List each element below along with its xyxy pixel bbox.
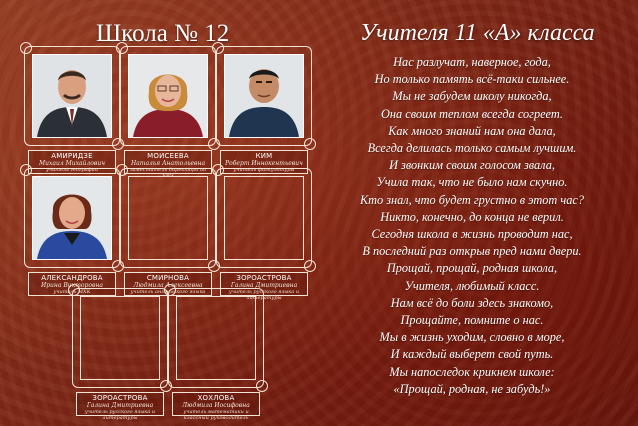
teacher-role: учитель МХК — [53, 289, 91, 295]
poem-line: И звонким своим голосом звала, — [389, 158, 555, 173]
teacher-surname: КИМ — [255, 152, 273, 160]
teacher-role: учитель русского языка и литературы — [228, 289, 300, 301]
poem-line: Прощайте, помните о нас. — [400, 313, 544, 328]
teacher-surname: ЗОРОАСТРОВА — [236, 274, 292, 282]
poem-line: Мы напоследок крикнем школе: — [389, 364, 555, 379]
class-title: Учителя 11 «А» класса — [360, 20, 595, 46]
poem-line: Нам всё до боли здесь знакомо, — [390, 295, 554, 310]
poem-line: Кто знал, что будет грустно в этот час? — [359, 192, 585, 207]
teacher-role: учитель русского языка и литературы — [84, 409, 156, 421]
teacher-name: Роберт Иннокентьевич — [225, 160, 303, 167]
empty-photo-placeholder — [176, 296, 256, 380]
man-portrait-icon — [224, 54, 304, 138]
empty-photo-placeholder — [224, 176, 304, 260]
poem-line: «Прощай, родная, не забудь!» — [393, 381, 551, 396]
teacher-surname: ЗОРОАСТРОВА — [92, 394, 148, 402]
teacher-name: Людмила Иосифовна — [182, 402, 250, 409]
poem-line: Всегда делилась только самым лучшим. — [367, 141, 577, 156]
woman-portrait-icon — [32, 176, 112, 260]
teacher-name: Людмила Алексеевна — [133, 282, 203, 289]
teacher-namebox — [76, 392, 164, 421]
poem-line: Она своим теплом всегда согреет. — [381, 106, 563, 121]
teacher-surname: СМИРНОВА — [146, 274, 190, 282]
teacher-role: учитель географии — [46, 167, 98, 173]
teacher-namebox — [172, 392, 260, 421]
man-portrait-icon — [32, 54, 112, 138]
poem-line: В последний раз открыв пред нами двери. — [362, 244, 582, 259]
teacher-role: учитель физкультуры — [233, 167, 295, 173]
empty-photo-placeholder — [128, 176, 208, 260]
poem-line: Никто, конечно, до конца не верил. — [380, 209, 564, 224]
teacher-name: Галина Дмитриевна — [86, 402, 154, 409]
poem-line: Учителя, любимый класс. — [404, 278, 540, 293]
teacher-surname: АМИРИДЗЕ — [51, 152, 93, 160]
teacher-surname: МОИСЕЕВА — [147, 152, 189, 160]
teacher-name: Галина Дмитриевна — [230, 282, 298, 289]
teacher-name: Ирина Викторовна — [40, 282, 103, 289]
poem-line: Сегодня школа в жизнь проводит нас, — [371, 227, 573, 242]
poem-line: Как много знаний нам она дала, — [388, 123, 556, 138]
woman-portrait-icon — [128, 54, 208, 138]
school-title: Школа № 12 — [96, 20, 230, 47]
teacher-role: учитель английского языка — [130, 289, 206, 295]
teacher-surname: АЛЕКСАНДРОВА — [41, 274, 103, 282]
empty-photo-placeholder — [80, 296, 160, 380]
poem-line: Мы не забудем школу никогда, — [392, 89, 552, 104]
poem-line: Мы в жизнь уходим, словно в море, — [379, 330, 565, 345]
farewell-poem — [322, 54, 622, 398]
teacher-name: Михаил Михайлович — [39, 160, 105, 167]
teacher-role: учитель математики и классный руководитель — [183, 409, 249, 421]
teacher-name: Наталья Анатольевна — [130, 160, 206, 167]
teacher-role: заместитель директора по УВЧ — [129, 167, 207, 179]
poem-line: Учила так, что не было нам скучно. — [376, 175, 568, 190]
poem-line: И каждый выберет свой путь. — [390, 347, 554, 362]
teacher-surname: ХОХЛОВА — [197, 394, 235, 402]
poem-line: Нас разлучат, наверное, года, — [393, 55, 551, 69]
poem-line: Прощай, прощай, родная школа, — [386, 261, 558, 276]
poem-line: Но только память всё-таки сильнее. — [374, 72, 570, 87]
